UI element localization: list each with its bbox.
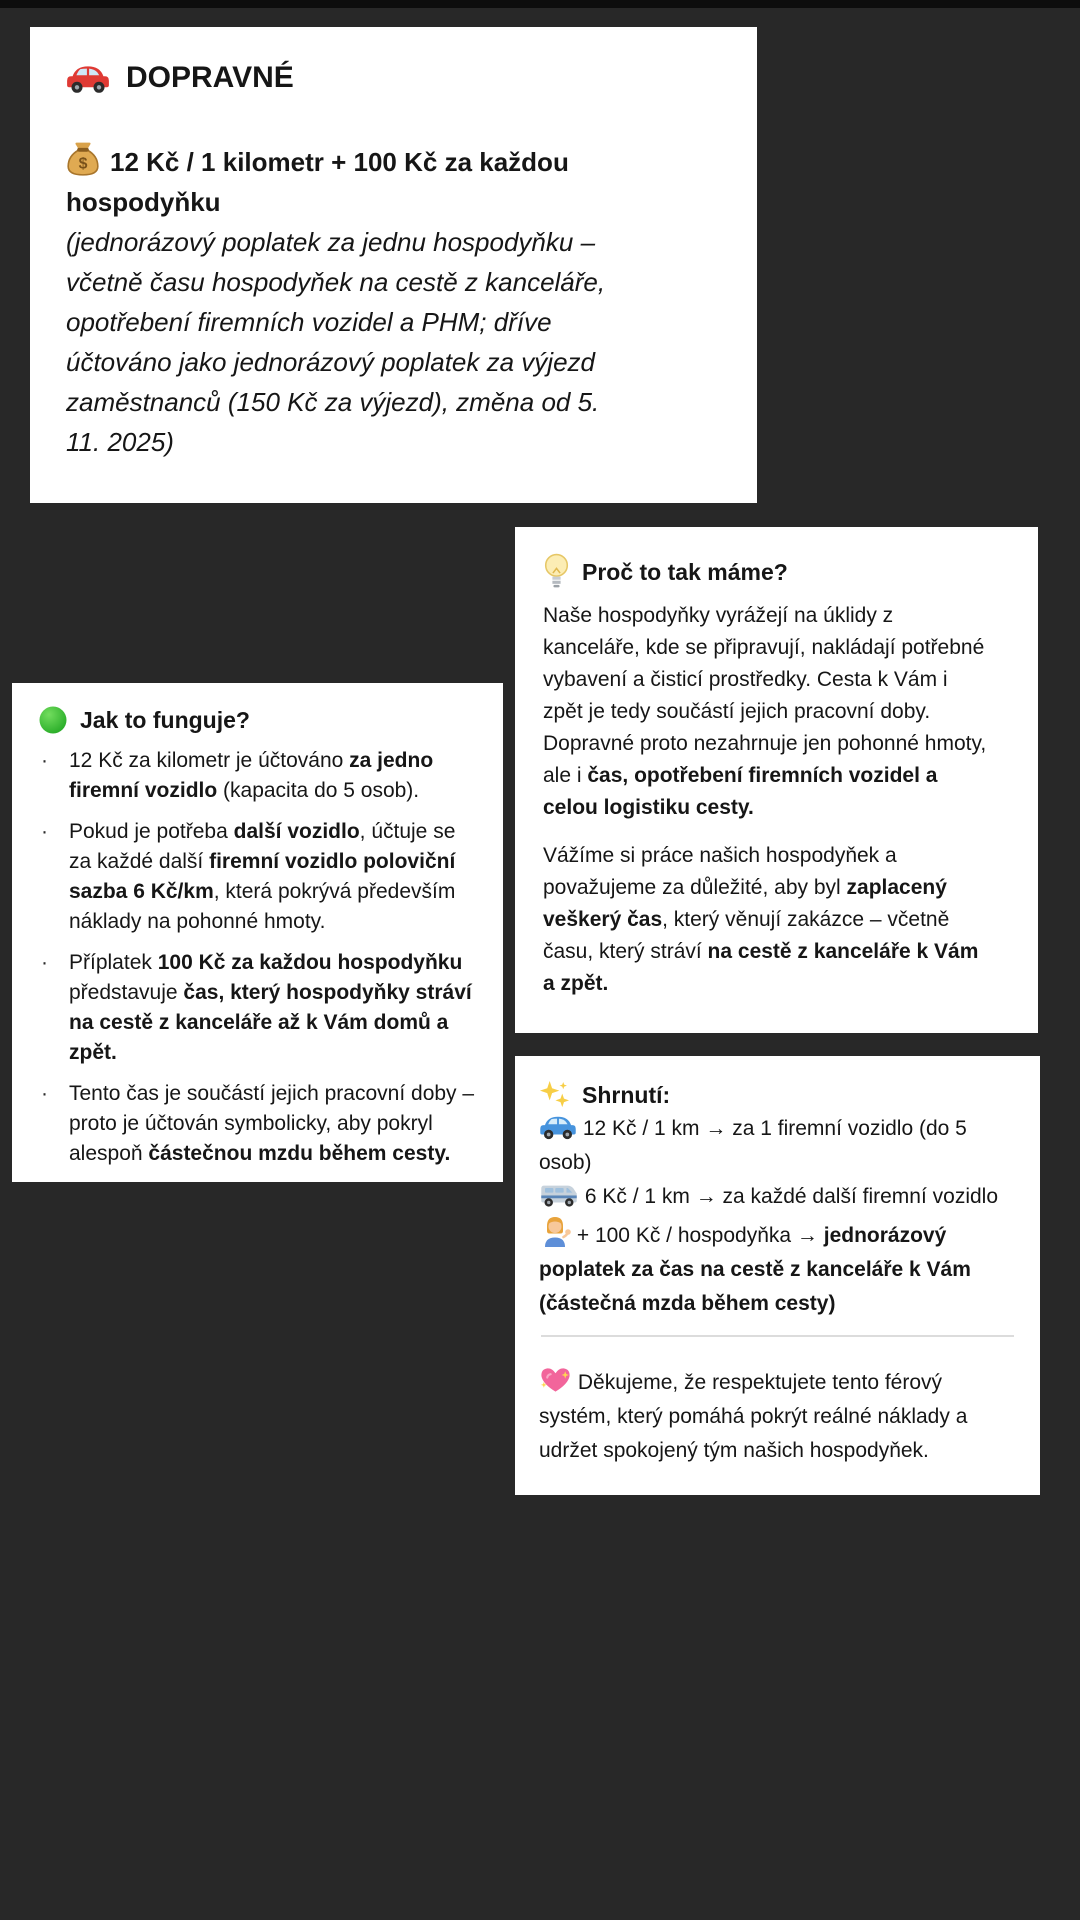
sparkles-emoji-icon [539,1080,570,1111]
summary-card [515,1056,1040,1495]
bullet-dot: · [41,749,48,772]
how-bullet-3 [38,948,477,1068]
light-bulb-emoji-icon [543,553,570,590]
price-text: 12 Kč / 1 kilometr + 100 Kč za každou hospodyňku [66,147,569,217]
how-bullet-3-text [69,948,477,1068]
bullet-dot: · [41,820,48,843]
how-bullet-4 [38,1079,477,1169]
how-bullet-1-text [69,746,477,806]
how-bullet-2 [38,817,477,937]
why-card [515,527,1038,1033]
green-circle-emoji-icon [38,705,68,735]
b3-regular: Příplatek [69,951,158,974]
svg-text:$: $ [78,155,88,173]
why-title-row [543,553,1010,590]
summary-line-3-regular: + 100 Kč / hospodyňka → [576,1224,824,1247]
paragraph-spacer [543,824,1010,840]
summary-line-1 [539,1112,1016,1180]
bullet-dot: · [41,1082,48,1105]
b2-regular-3: , která pokrývá především náklady na pohonné hmoty. [69,880,456,933]
summary-line-2-text: 6 Kč / 1 km → za každé další firemní vozidlo [584,1185,999,1208]
b3-bold-2: čas, který hospodyňky stráví na cestě z kanceláře až k Vám domů a zpět. [69,981,472,1064]
b2-bold: další vozidlo [233,820,360,843]
money-bag-emoji-icon [66,141,100,177]
why-paragraph-2 [543,728,988,824]
why-title: Proč to tak máme? [582,558,788,585]
divider [541,1335,1014,1337]
summary-thanks-text: Děkujeme, že respektujete tento férový systém, který pomáhá pokrýt reálné náklady a udržet spokojený tým našich hospodyňek. [539,1371,968,1462]
why-p1-text: Naše hospodyňky vyrážejí na úklidy z kanceláře, kde se připravují, nakládají potřebné vybavení a čisticí prostředky. Cesta k Vám i zpět je tedy součástí jejich pracovní doby. [543,604,985,723]
summary-title-row [539,1078,1016,1112]
woman-tipping-hand-emoji-icon [539,1214,571,1248]
screen-top-edge [0,0,1080,8]
b1-regular: 12 Kč za kilometr je účtováno [69,749,350,772]
how-title: Jak to funguje? [80,707,250,733]
summary-thanks [539,1365,1016,1468]
b2-regular-2: , účtuje se za každé další [69,820,456,873]
dopravne-card [30,27,757,503]
b4-regular: Tento čas je součástí jejich pracovní doby – proto je účtován symbolicky, aby pokryl alespoň [69,1082,475,1165]
b1-bold: za jedno firemní vozidlo [69,749,434,802]
how-bullet-2-text [69,817,477,937]
b2-regular: Pokud je potřeba [69,820,234,843]
how-title-row [38,705,477,735]
summary-line-2 [539,1180,1016,1214]
summary-title: Shrnutí: [582,1082,671,1108]
b4-bold: částečnou mzdu během cesty. [148,1142,451,1165]
b3-regular-2: představuje [69,981,184,1004]
how-bullet-4-text [69,1079,477,1169]
why-p3-bold-1: zaplacený veškerý čas [543,876,947,931]
price-line [66,141,721,222]
summary-line-1-text: 12 Kč / 1 km → za 1 firemní vozidlo (do 5 osob) [539,1117,967,1174]
red-car-emoji-icon [66,62,110,95]
why-p2-bold: čas, opotřebení firemních vozidel a celou logistiku cesty. [543,764,938,819]
van-emoji-icon [539,1181,579,1209]
b2-bold-2: firemní vozidlo poloviční sazba 6 Kč/km [69,850,456,903]
why-p2-regular: Dopravné proto nezahrnuje jen pohonné hmoty, ale i [543,732,987,787]
b3-bold: 100 Kč za každou hospodyňku [157,951,463,974]
blue-car-emoji-icon [539,1113,577,1141]
dopravne-title: DOPRAVNÉ [126,61,294,94]
why-p3-bold-2: na cestě z kanceláře k Vám a zpět. [543,940,979,995]
why-paragraph-1 [543,600,988,728]
sparkling-heart-emoji-icon [539,1365,572,1395]
bullet-dot: · [41,951,48,974]
how-bullet-1 [38,746,477,806]
how-card [12,683,503,1182]
price-note: (jednorázový poplatek za jednu hospodyňku – včetně času hospodyňek na cestě z kanceláře, opotřebení firemních vozidel a PHM; dříve účtováno jako jednorázový poplatek za výjezd zaměstnanců (150 Kč za výjezd), změna od 5. 11. 2025) [66,227,606,457]
why-paragraph-3 [543,840,988,1000]
dopravne-title-row [66,61,721,95]
summary-line-3-bold: jednorázový poplatek za čas na cestě z kanceláře k Vám (částečná mzda během cesty) [539,1224,971,1315]
why-p3-regular-2: , který věnují zakázce – včetně času, který stráví [543,908,950,963]
summary-line-3 [539,1214,1016,1321]
b1-regular-2: (kapacita do 5 osob). [217,779,420,802]
why-p3-regular-1: Vážíme si práce našich hospodyňek a považujeme za důležité, aby byl [543,844,897,899]
